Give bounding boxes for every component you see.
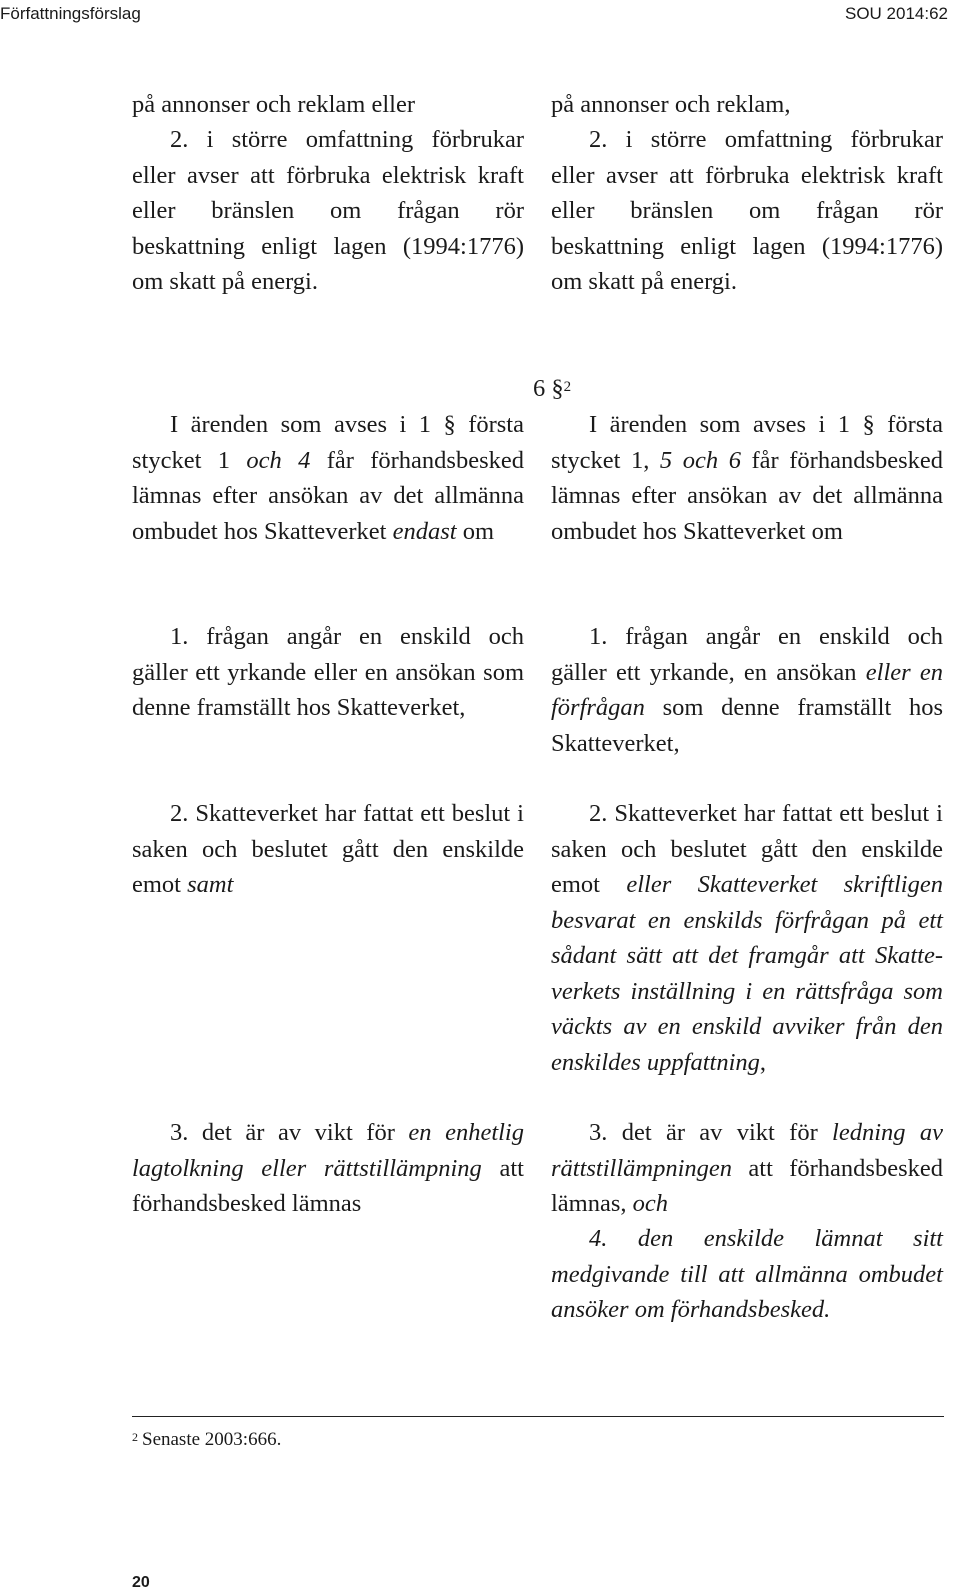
right-p6-b: att förhandsbesked lämnas, <box>551 1154 943 1217</box>
left-p6-b: att förhandsbesked lämnas <box>132 1154 524 1217</box>
right-p3-6: 6 <box>728 446 741 474</box>
right-p2-text: 2. i större omfattning förbrukar eller avser att förbruka elektrisk kraft eller bränslen om frågan rör beskattning enligt lagen (1994:1776) om skatt på energi. <box>551 126 943 295</box>
right-p6-text <box>551 1115 943 1222</box>
right-p3-text <box>551 407 943 549</box>
left-p5-a: 2. Skatteverket har fattat ett beslut i saken och beslutet gått den enskilde emot <box>132 800 524 898</box>
left-p3-a: I ärenden som avses i 1 § första stycket 1 <box>132 411 524 474</box>
left-p6-a: 3. det är av vikt för <box>170 1119 409 1146</box>
right-p3-c <box>718 447 729 474</box>
left-p3-c: får förhandsbesked lämnas efter ansökan av det allmänna ombudet hos Skatteverket <box>132 446 525 545</box>
page-number: 20 <box>132 1574 150 1591</box>
right-p4-italic: eller en förfrågan <box>551 658 943 721</box>
left-p5-text <box>132 796 524 903</box>
footnote-text: Senaste 2003:666. <box>142 1429 282 1450</box>
left-col-p4 <box>132 619 524 726</box>
right-col-p2 <box>551 122 943 300</box>
right-col-p7 <box>551 1221 943 1328</box>
section-mark <box>533 374 571 404</box>
right-p6-a: 3. det är av vikt för <box>589 1119 833 1146</box>
right-p6-italic: ledning av rättstillämpningen <box>551 1119 943 1182</box>
right-p5-a: 2. Skatteverket har fattat ett beslut i saken och beslutet gått den enskilde emot <box>551 800 943 898</box>
left-p4-text: 1. frågan angår en enskild och gäller ett yrkande eller en ansökan som denne framställt hos Skatteverket, <box>132 623 524 721</box>
left-p5-samt: samt <box>187 871 234 898</box>
right-p3-och: och <box>682 446 719 474</box>
left-col-p5 <box>132 796 524 903</box>
left-col-p3 <box>132 407 524 549</box>
header-document-id: SOU 2014:62 <box>844 4 948 23</box>
right-p5-text <box>551 796 943 1080</box>
right-p5-b: , <box>759 1048 767 1076</box>
right-p7-italic: 4. den enskilde lämnat sitt medgivande till att allmänna ombudet ansöker om förhandsbesked. <box>551 1225 943 1323</box>
right-p6-och: och <box>632 1190 669 1217</box>
left-p3-d: om <box>456 517 495 545</box>
left-p3-b <box>282 447 298 474</box>
left-p1-text: på annonser och reklam eller <box>132 91 415 118</box>
left-col-p1 <box>132 87 524 123</box>
footnote-divider <box>132 1416 944 1417</box>
right-p4-b: som denne framställt hos Skatteverket, <box>551 694 943 757</box>
right-p4-a: 1. frågan angår en enskild och gäller ett yrkande, en ansökan <box>551 623 943 686</box>
right-p5-italic: eller Skatteverket skriftligen besvarat en enskilds förfrågan på ett sådant sätt att det framgår att Skatteverkets inställning i en rättsfråga som väckts av en enskild avviker från den enskildes uppfattning <box>551 871 943 1076</box>
right-p3-b <box>672 447 683 474</box>
right-p3-d: får förhandsbesked lämnas efter ansökan av det allmänna ombudet hos Skatteverket om <box>551 446 944 545</box>
right-col-p6 <box>551 1115 943 1222</box>
right-p4-text <box>551 619 943 761</box>
right-col-p5 <box>551 796 943 1080</box>
right-col-p1 <box>551 87 943 123</box>
left-p6-italic: en enhetlig lagtolkning eller rättstillämpning <box>132 1119 524 1182</box>
left-col-p6 <box>132 1115 524 1222</box>
left-p3-endast: endast <box>392 517 457 545</box>
right-col-p3 <box>551 407 943 549</box>
section-footnote-ref: 2 <box>563 379 572 395</box>
left-p3-och: och <box>246 446 282 474</box>
left-p2-text: 2. i större omfattning förbrukar eller avser att förbruka elektrisk kraft eller bränslen om frågan rör beskattning enligt lagen (1994:1776) om skatt på energi. <box>132 126 524 295</box>
left-p6-text <box>132 1115 524 1222</box>
right-p3-5: 5 <box>659 446 673 474</box>
header-section-title: Författningsförslag <box>0 4 141 23</box>
left-p3-text <box>132 407 524 549</box>
running-header <box>0 0 960 30</box>
right-p3-a: I ärenden som avses i 1 § första stycket 1, <box>551 411 943 474</box>
left-col-p2 <box>132 122 524 300</box>
footnote-number: 2 <box>132 1430 138 1444</box>
right-p1-text: på annonser och reklam, <box>551 91 791 118</box>
section-label: 6 § <box>533 375 564 402</box>
right-col-p4 <box>551 619 943 761</box>
footnote <box>132 1428 281 1452</box>
right-p7-text <box>551 1221 943 1328</box>
left-p3-4: 4 <box>298 446 311 474</box>
